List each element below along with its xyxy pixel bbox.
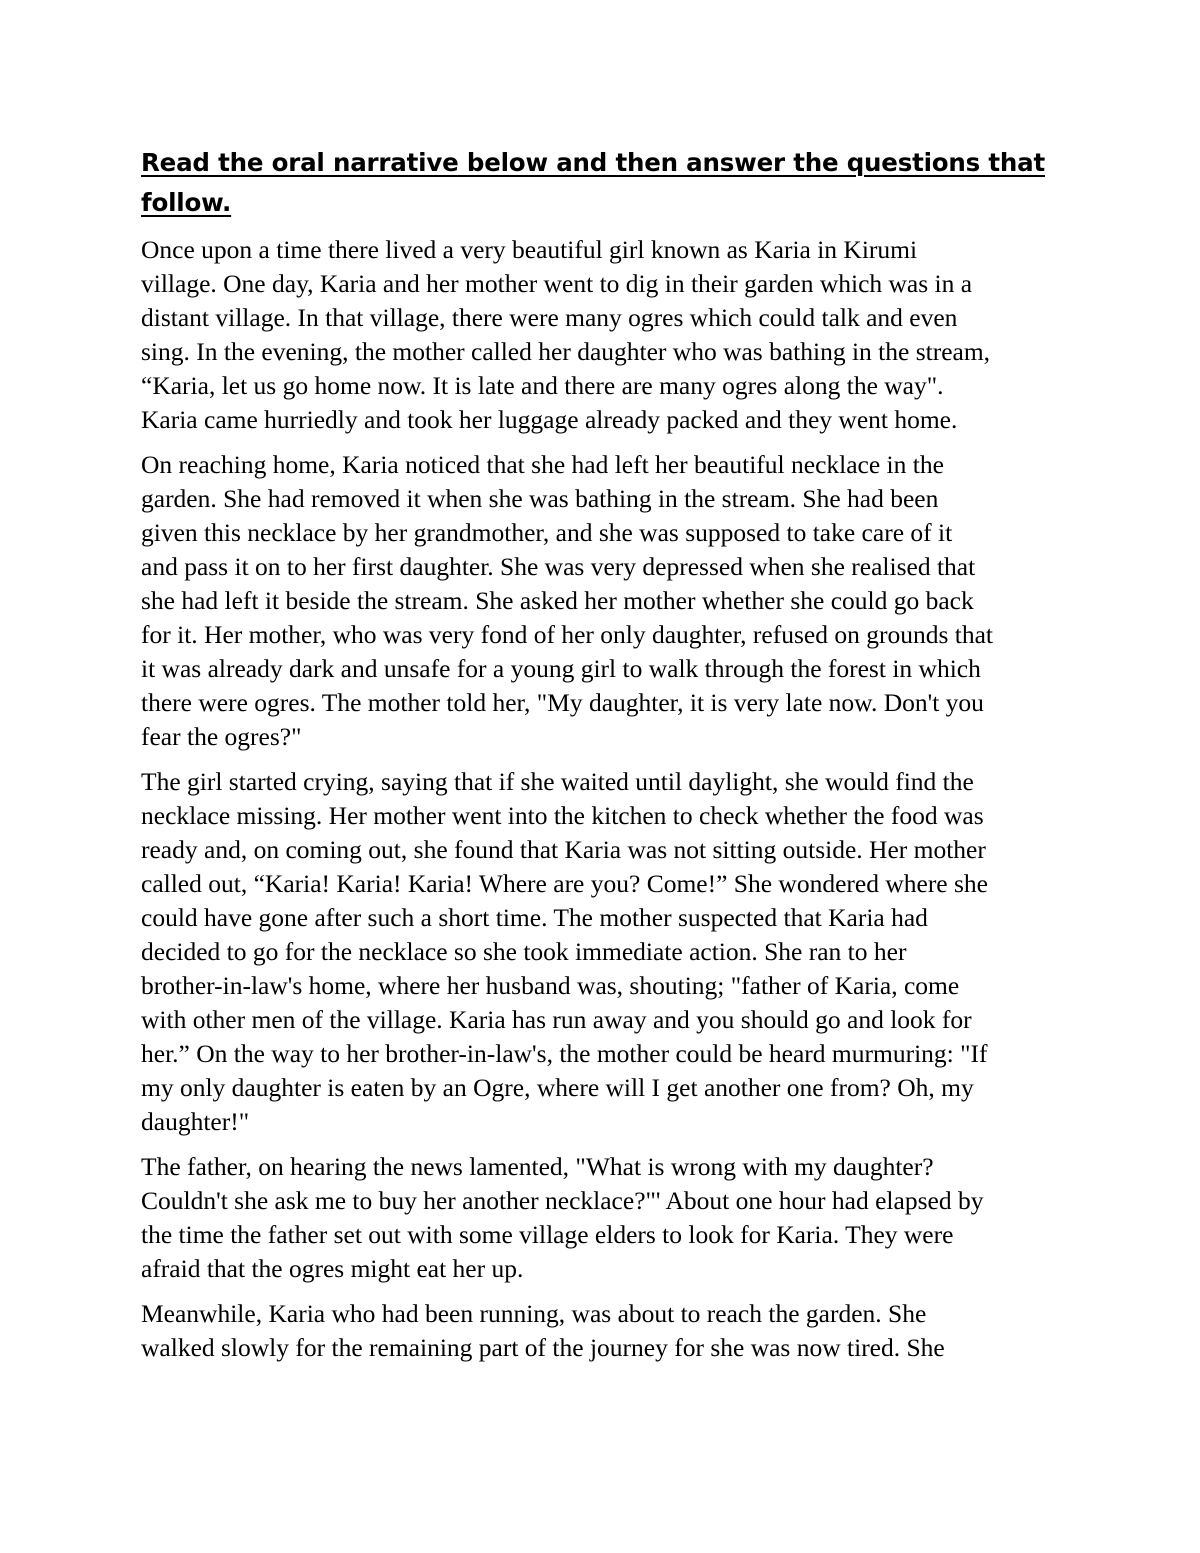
narrative-paragraph-2: On reaching home, Karia noticed that she had left her beautiful necklace in the garden. She had removed it when she was bathing in the stream. She had been given this necklace by her grandmother, and she was supposed to take care of it and pass it on to her first daughter. She was very depressed when she realised that she had left it beside the stream. She asked her mother whether she could go back for it. Her mother, who was very fond of her only daughter, refused on grounds that it was already dark and unsafe for a young girl to walk through the forest in which there were ogres. The mother told her, "My daughter, it is very late now. Don't you fear the ogres?" (141, 450, 993, 751)
document-body (141, 143, 1066, 1376)
instruction-heading: Read the oral narrative below and then answer the questions that follow. (141, 148, 1045, 217)
narrative-paragraph-5: Meanwhile, Karia who had been running, was about to reach the garden. She walked slowly for the remaining part of the journey for she was now tired. She (141, 1299, 945, 1362)
narrative-paragraph-3: The girl started crying, saying that if she waited until daylight, she would find the necklace missing. Her mother went into the kitchen to check whether the food was ready and, on coming out, she found that Karia was not sitting outside. Her mother called out, “Karia! Karia! Karia! Where are you? Come!” She wondered where she could have gone after such a short time. The mother suspected that Karia had decided to go for the necklace so she took immediate action. She ran to her brother-in-law's home, where her husband was, shouting; "father of Karia, come with other men of the village. Karia has run away and you should go and look for her.” On the way to her brother-in-law's, the mother could be heard murmuring: "If my only daughter is eaten by an Ogre, where will I get another one from? Oh, my daughter!" (141, 767, 988, 1136)
narrative-paragraph-4: The father, on hearing the news lamented, "What is wrong with my daughter? Couldn't she ask me to buy her another necklace?"' About one hour had elapsed by the time the father set out with some village elders to look for Karia. They were afraid that the ogres might eat her up. (141, 1152, 984, 1283)
narrative-paragraph-1: Once upon a time there lived a very beautiful girl known as Karia in Kirumi village. One day, Karia and her mother went to dig in their garden which was in a distant village. In that village, there were many ogres which could talk and even sing. In the evening, the mother called her daughter who was bathing in the stream, “Karia, let us go home now. It is late and there are many ogres along the way". Karia came hurriedly and took her luggage already packed and they went home. (141, 235, 991, 434)
